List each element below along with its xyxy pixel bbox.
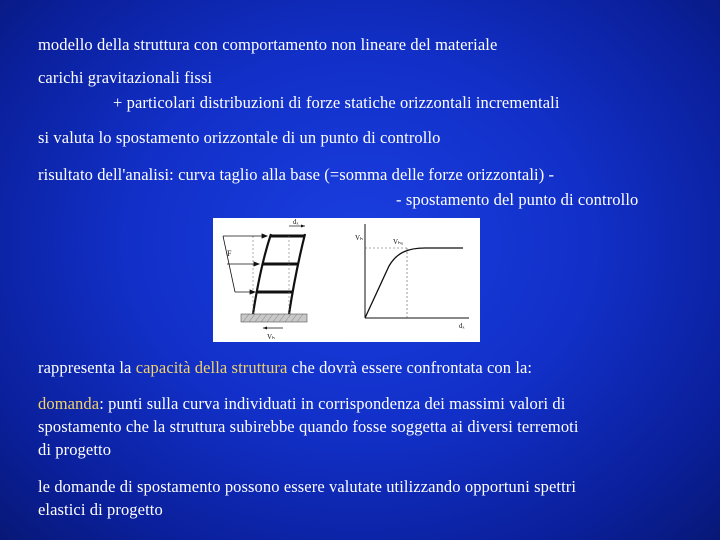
text-line-result: risultato dell'analisi: curva taglio alla base (=somma delle forze orizzontali) - <box>38 165 555 184</box>
capacity-curve <box>365 248 463 318</box>
text-line-model: modello della struttura con comportamento non lineare del materiale <box>38 35 498 54</box>
base-shear-label: Vₕ <box>267 333 275 341</box>
text-line-result-cont: - spostamento del punto di controllo <box>396 190 639 209</box>
frame-top-label: dₓ <box>293 218 299 226</box>
curve-peak-label: Vₕᵤ <box>393 238 404 246</box>
text-line-demand-2: spostamento che la struttura subirebbe quando fosse soggetta ai diversi terremoti <box>38 417 579 436</box>
text-line-loads: carichi gravitazionali fissi <box>38 68 213 87</box>
capacity-suffix: che dovrà essere confrontata con la: <box>287 358 533 377</box>
text-line-loads-cont: + particolari distribuzioni di forze statiche orizzontali incrementali <box>113 93 560 112</box>
text-line-demand-3: di progetto <box>38 440 112 459</box>
pushover-figure <box>213 218 480 342</box>
capacity-prefix: rappresenta la <box>38 358 136 377</box>
text-line-capacity <box>38 358 532 378</box>
demand-rest: : punti sulla curva individuati in corrispondenza dei massimi valori di <box>99 394 566 413</box>
curve-y-label: Vₕ <box>355 234 363 242</box>
capacity-highlight: capacità della struttura <box>135 358 288 377</box>
text-line-spectra-2: elastici di progetto <box>38 500 163 519</box>
text-line-displacement: si valuta lo spostamento orizzontale di un punto di controllo <box>38 128 441 147</box>
text-line-demand <box>38 394 565 414</box>
pushover-diagram <box>213 218 480 342</box>
text-line-spectra: le domande di spostamento possono essere valutate utilizzando opportuni spettri <box>38 477 577 496</box>
demand-highlight: domanda <box>38 394 100 413</box>
force-label: F <box>227 249 232 258</box>
curve-x-label: dₓ <box>459 322 465 330</box>
